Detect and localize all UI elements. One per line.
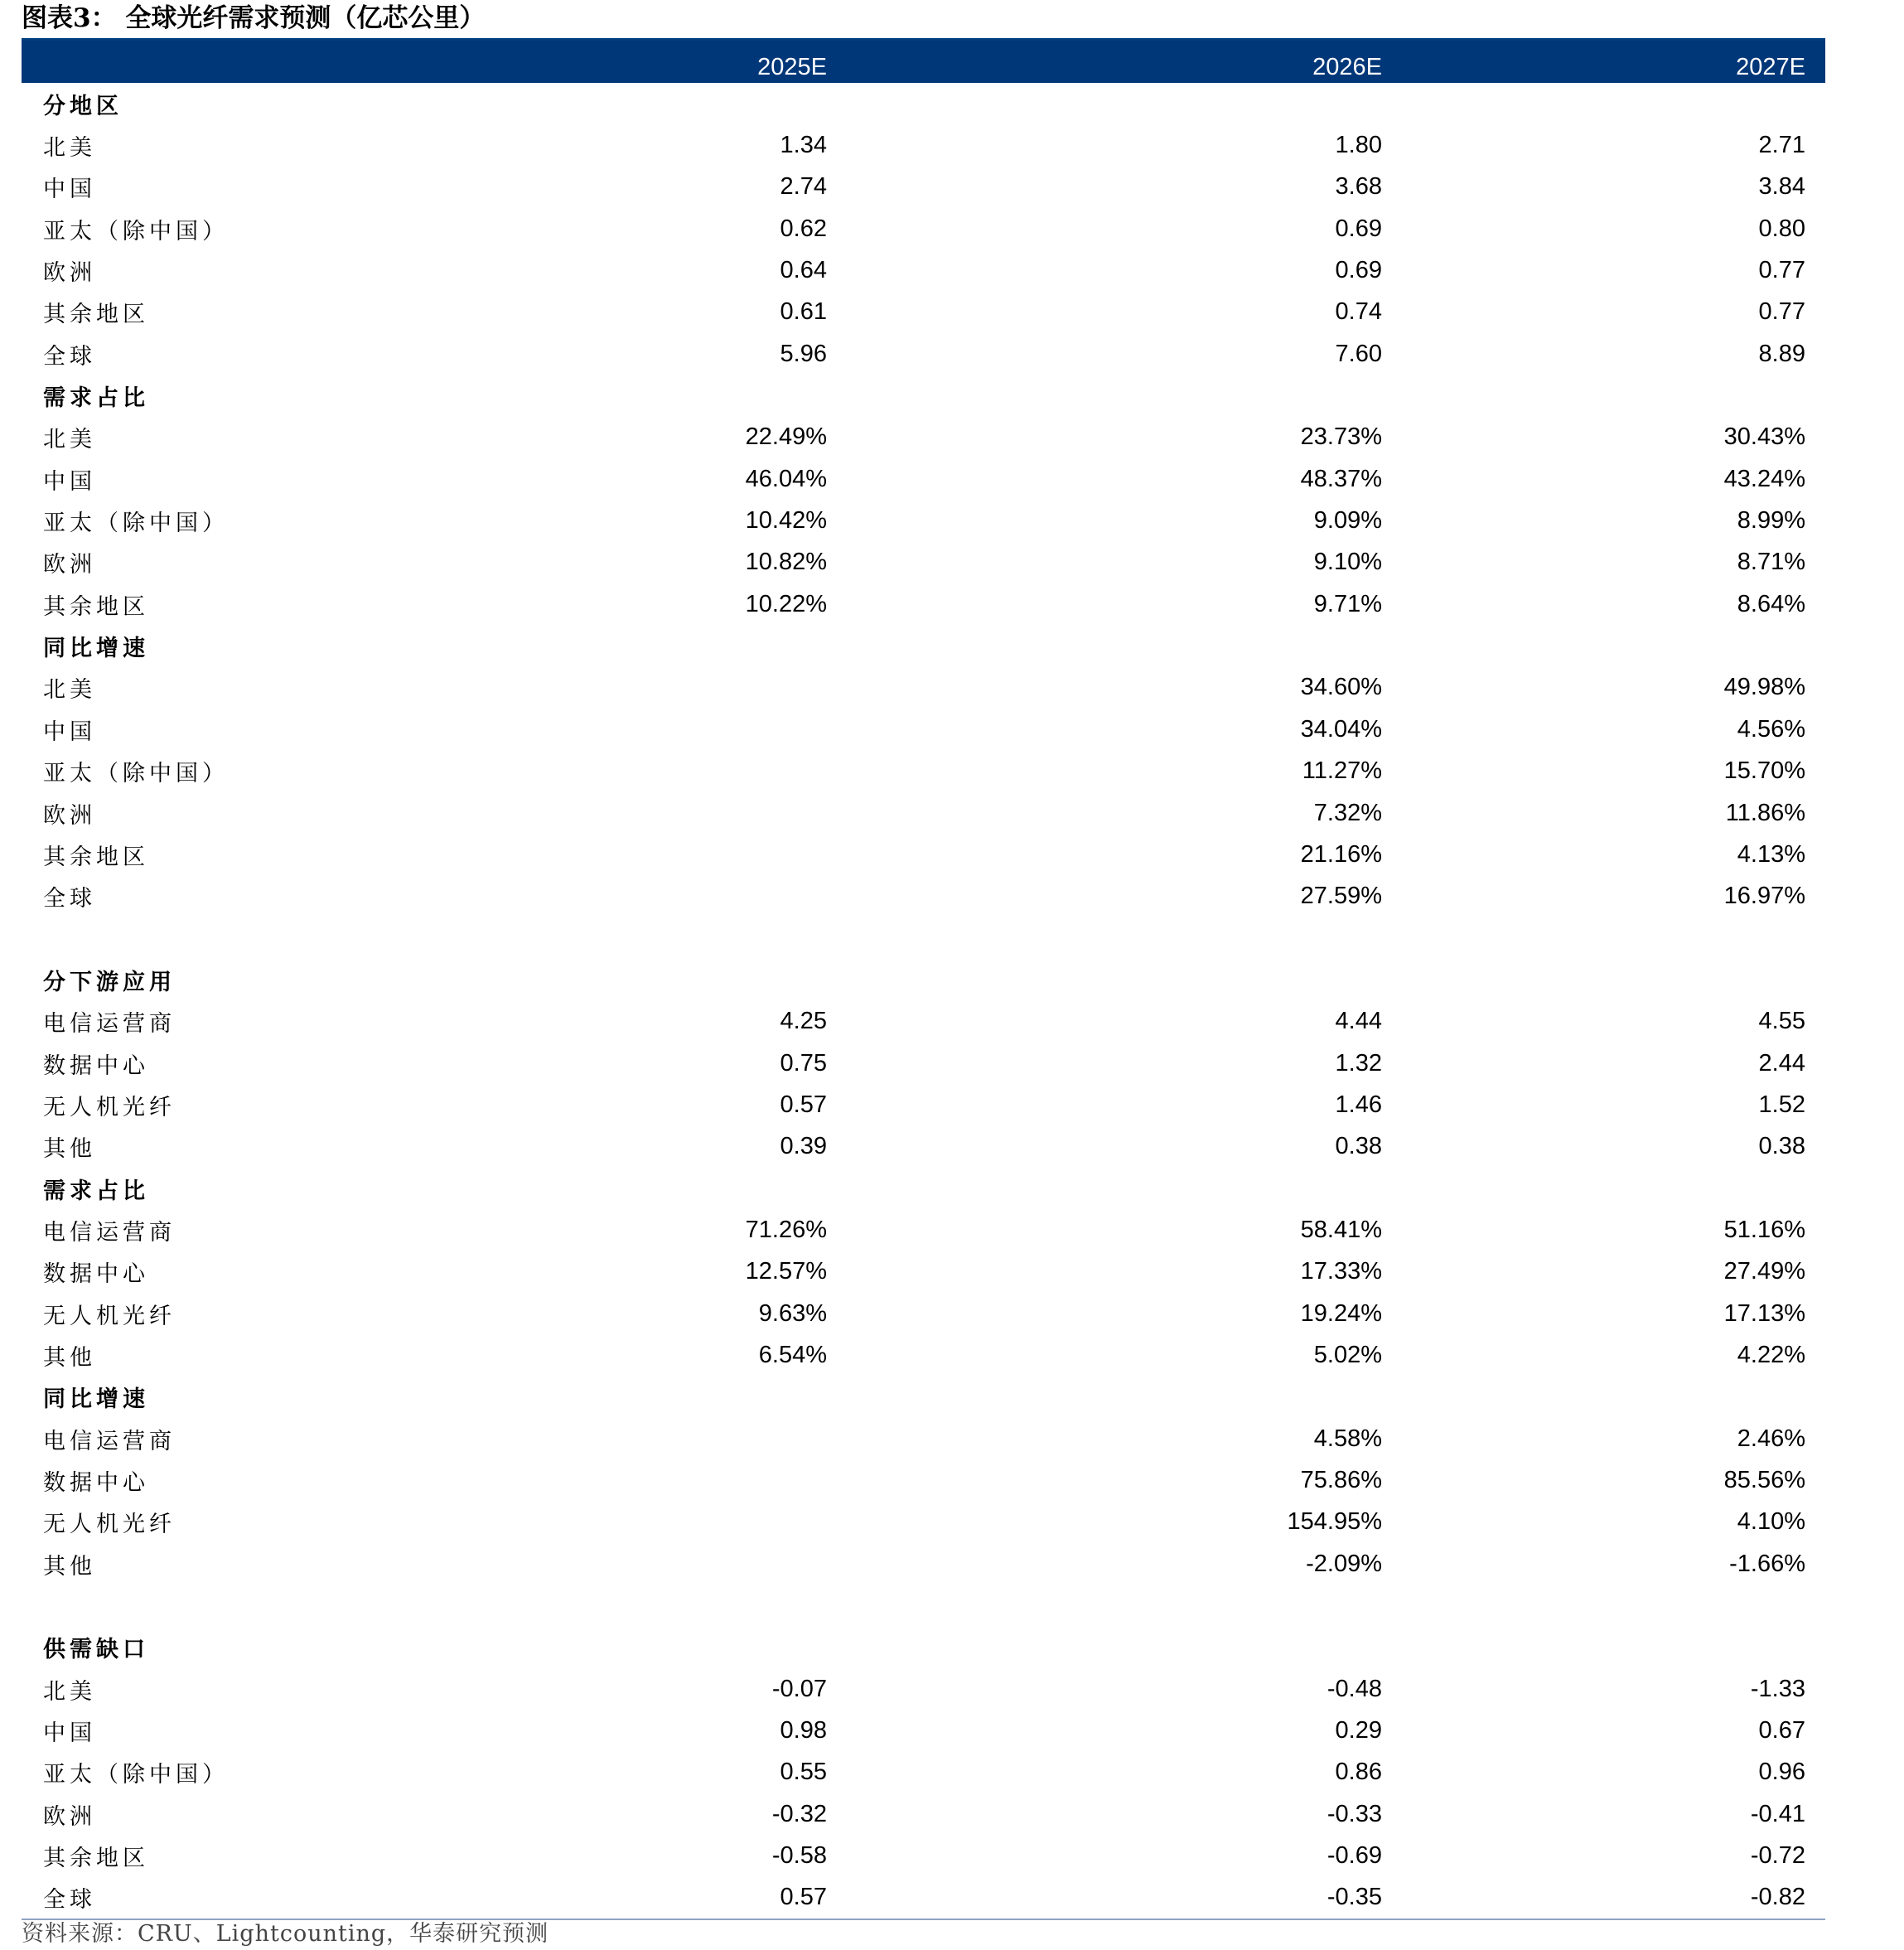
- value-cell: 22.49%: [745, 423, 827, 451]
- table-row: [22, 1209, 1825, 1251]
- value-cell: 8.99%: [1737, 507, 1805, 535]
- value-cell: 0.29: [1335, 1717, 1382, 1744]
- table-row: [22, 1877, 1825, 1919]
- value-cell: -0.35: [1327, 1884, 1382, 1911]
- row-label: 欧洲: [43, 260, 96, 287]
- value-cell: 4.58%: [1313, 1425, 1382, 1452]
- value-cell: 0.77: [1758, 257, 1805, 284]
- value-cell: 0.75: [780, 1049, 827, 1077]
- value-cell: 0.39: [780, 1133, 827, 1160]
- value-cell: 4.56%: [1737, 715, 1805, 743]
- row-label: 无人机光纤: [43, 1303, 176, 1329]
- row-label: 欧洲: [43, 552, 96, 578]
- section-row: [22, 1377, 1825, 1418]
- value-cell: 58.41%: [1300, 1216, 1382, 1243]
- value-cell: [827, 83, 1382, 124]
- value-cell: 154.95%: [1287, 1508, 1382, 1536]
- table-row: [22, 1710, 1825, 1751]
- value-cell: 71.26%: [745, 1216, 827, 1243]
- row-label: 北美: [43, 677, 96, 704]
- value-cell: [827, 917, 1382, 959]
- value-cell: 9.71%: [1313, 590, 1382, 617]
- table-row: [22, 1543, 1825, 1585]
- value-cell: -0.41: [1750, 1800, 1805, 1827]
- value-cell: 4.13%: [1737, 840, 1805, 868]
- value-cell: -1.66%: [1729, 1550, 1805, 1577]
- row-label: 其余地区: [43, 302, 149, 328]
- row-label: 中国: [43, 1720, 96, 1747]
- table-row: [22, 792, 1825, 834]
- value-cell: [827, 375, 1382, 416]
- value-cell: 51.16%: [1723, 1216, 1805, 1243]
- table-row: [22, 124, 1825, 166]
- table-row: [22, 333, 1825, 375]
- table-row: [22, 1418, 1825, 1459]
- value-cell: -0.72: [1750, 1842, 1805, 1870]
- value-cell: [611, 917, 827, 959]
- value-cell: 4.10%: [1737, 1508, 1805, 1536]
- value-cell: 85.56%: [1723, 1467, 1805, 1494]
- value-cell: [1382, 83, 1825, 124]
- value-cell: 8.71%: [1737, 549, 1805, 576]
- value-cell: 0.67: [1758, 1717, 1805, 1744]
- header-cell-2027e: 2027E: [1736, 54, 1805, 80]
- value-cell: 2.71: [1758, 132, 1805, 159]
- value-cell: 1.46: [1335, 1091, 1382, 1118]
- row-label: 无人机光纤: [43, 1094, 176, 1120]
- row-label: 其余地区: [43, 593, 149, 620]
- value-cell: 23.73%: [1300, 423, 1382, 451]
- table-row: [22, 1459, 1825, 1501]
- value-cell: [827, 625, 1382, 666]
- value-cell: 0.69: [1335, 257, 1382, 284]
- value-cell: [611, 876, 827, 917]
- section-label: 同比增速: [43, 1386, 149, 1413]
- value-cell: [1382, 1585, 1825, 1626]
- value-cell: 1.52: [1758, 1091, 1805, 1118]
- value-cell: [611, 1502, 827, 1543]
- value-cell: -2.09%: [1306, 1550, 1382, 1577]
- value-cell: 43.24%: [1723, 465, 1805, 492]
- value-cell: 0.38: [1758, 1133, 1805, 1160]
- row-label: 电信运营商: [43, 1219, 176, 1246]
- value-cell: 0.61: [780, 298, 827, 326]
- row-label: 其他: [43, 1553, 96, 1580]
- value-cell: [1382, 625, 1825, 666]
- section-label: 需求占比: [43, 1178, 149, 1204]
- value-cell: 34.60%: [1300, 674, 1382, 701]
- table-row: [22, 1334, 1825, 1376]
- value-cell: 3.84: [1758, 173, 1805, 201]
- row-label: 全球: [43, 1887, 96, 1914]
- header-cell-2025e: 2025E: [757, 54, 827, 80]
- value-cell: 9.09%: [1313, 507, 1382, 535]
- row-label: 欧洲: [43, 1803, 96, 1830]
- value-cell: [827, 1585, 1382, 1626]
- row-label: 其他: [43, 1344, 96, 1371]
- table-row: [22, 1084, 1825, 1125]
- row-label: 全球: [43, 886, 96, 912]
- value-cell: [611, 625, 827, 666]
- value-cell: [611, 1459, 827, 1501]
- value-cell: 34.04%: [1300, 715, 1382, 743]
- table-row: [22, 1502, 1825, 1543]
- row-label: [22, 1585, 611, 1626]
- row-label: 数据中心: [43, 1052, 149, 1079]
- value-cell: [827, 959, 1382, 1000]
- value-cell: 12.57%: [745, 1258, 827, 1285]
- value-cell: 1.80: [1335, 132, 1382, 159]
- value-cell: -1.33: [1750, 1675, 1805, 1702]
- value-cell: 7.60: [1335, 340, 1382, 367]
- demand-table: [22, 41, 1825, 1919]
- value-cell: 1.34: [780, 132, 827, 159]
- value-cell: -0.69: [1327, 1842, 1382, 1870]
- row-label: 无人机光纤: [43, 1512, 176, 1538]
- spacer-row: [22, 917, 1825, 959]
- value-cell: 8.64%: [1737, 590, 1805, 617]
- value-cell: [611, 1585, 827, 1626]
- value-cell: [611, 1377, 827, 1418]
- value-cell: 11.27%: [1302, 757, 1382, 785]
- table-row: [22, 709, 1825, 750]
- row-label: 亚太（除中国）: [43, 218, 229, 244]
- value-cell: [611, 751, 827, 792]
- value-cell: 0.57: [780, 1884, 827, 1911]
- value-cell: [611, 1627, 827, 1668]
- value-cell: [827, 1627, 1382, 1668]
- row-label: 中国: [43, 177, 96, 203]
- value-cell: 2.44: [1758, 1049, 1805, 1077]
- value-cell: [611, 709, 827, 750]
- value-cell: 10.82%: [745, 549, 827, 576]
- value-cell: 4.55: [1758, 1008, 1805, 1035]
- table-row: [22, 834, 1825, 875]
- value-cell: 15.70%: [1723, 757, 1805, 785]
- value-cell: 2.74: [780, 173, 827, 201]
- row-label: 全球: [43, 343, 96, 370]
- table-row: [22, 1251, 1825, 1293]
- table-body: [22, 83, 1825, 1919]
- value-cell: [611, 1543, 827, 1585]
- table-row: [22, 1793, 1825, 1835]
- row-label: 北美: [43, 427, 96, 453]
- table-row: [22, 1126, 1825, 1168]
- value-cell: [827, 1168, 1382, 1209]
- value-cell: 48.37%: [1300, 465, 1382, 492]
- value-cell: [611, 959, 827, 1000]
- value-cell: 11.86%: [1725, 799, 1805, 826]
- value-cell: 17.13%: [1723, 1299, 1805, 1327]
- value-cell: 7.32%: [1313, 799, 1382, 826]
- value-cell: 17.33%: [1300, 1258, 1382, 1285]
- value-cell: 3.68: [1335, 173, 1382, 201]
- header-row: [22, 41, 1825, 83]
- value-cell: 0.69: [1335, 215, 1382, 242]
- value-cell: 0.86: [1335, 1759, 1382, 1786]
- table-row: [22, 417, 1825, 458]
- row-label: 数据中心: [43, 1261, 149, 1288]
- row-label: 亚太（除中国）: [43, 1762, 229, 1788]
- row-label: 中国: [43, 719, 96, 745]
- table-row: [22, 292, 1825, 333]
- value-cell: 46.04%: [745, 465, 827, 492]
- table-row: [22, 667, 1825, 709]
- row-label: 中国: [43, 468, 96, 495]
- value-cell: 10.22%: [745, 590, 827, 617]
- section-row: [22, 959, 1825, 1000]
- value-cell: 0.77: [1758, 298, 1805, 326]
- value-cell: [1382, 1627, 1825, 1668]
- section-row: [22, 1168, 1825, 1209]
- source-note: 资料来源：CRU、Lightcounting，华泰研究预测: [22, 1921, 549, 1948]
- value-cell: [611, 834, 827, 875]
- header-cell-2026e: 2026E: [1312, 54, 1382, 80]
- value-cell: 21.16%: [1300, 840, 1382, 868]
- value-cell: 75.86%: [1300, 1467, 1382, 1494]
- header-cell-label: [22, 41, 611, 83]
- section-row: [22, 375, 1825, 416]
- table-row: [22, 1001, 1825, 1043]
- spacer-row: [22, 1585, 1825, 1626]
- value-cell: [611, 792, 827, 834]
- section-label: 同比增速: [43, 636, 149, 662]
- section-row: [22, 83, 1825, 124]
- section-label: 分下游应用: [43, 969, 176, 995]
- table-row: [22, 876, 1825, 917]
- value-cell: [1382, 1168, 1825, 1209]
- row-label: 其余地区: [43, 844, 149, 870]
- row-label: 数据中心: [43, 1470, 149, 1497]
- value-cell: 0.55: [780, 1759, 827, 1786]
- value-cell: 1.32: [1335, 1049, 1382, 1077]
- value-cell: 0.98: [780, 1717, 827, 1744]
- value-cell: 0.64: [780, 257, 827, 284]
- value-cell: 9.63%: [758, 1299, 827, 1327]
- value-cell: 4.25: [780, 1008, 827, 1035]
- value-cell: 2.46%: [1737, 1425, 1805, 1452]
- table-row: [22, 500, 1825, 541]
- value-cell: -0.32: [771, 1800, 827, 1827]
- table-row: [22, 458, 1825, 500]
- value-cell: -0.07: [771, 1675, 827, 1702]
- table-row: [22, 583, 1825, 625]
- value-cell: [1382, 917, 1825, 959]
- value-cell: 30.43%: [1723, 423, 1805, 451]
- value-cell: 0.38: [1335, 1133, 1382, 1160]
- document: [22, 0, 1825, 1950]
- table-title: 图表3： 全球光纤需求预测（亿芯公里）: [22, 3, 486, 33]
- value-cell: -0.48: [1327, 1675, 1382, 1702]
- value-cell: [1382, 1377, 1825, 1418]
- value-cell: [611, 1168, 827, 1209]
- section-label: 分地区: [43, 93, 123, 119]
- value-cell: 5.96: [780, 340, 827, 367]
- table-row: [22, 1043, 1825, 1084]
- row-label: 亚太（除中国）: [43, 510, 229, 537]
- value-cell: [611, 375, 827, 416]
- value-cell: 8.89: [1758, 340, 1805, 367]
- row-label: 北美: [43, 1678, 96, 1705]
- table-row: [22, 542, 1825, 583]
- value-cell: [827, 1377, 1382, 1418]
- section-label: 需求占比: [43, 385, 149, 412]
- value-cell: 49.98%: [1723, 674, 1805, 701]
- row-label: 电信运营商: [43, 1011, 176, 1038]
- row-label: 其余地区: [43, 1846, 149, 1872]
- table-row: [22, 1293, 1825, 1334]
- value-cell: 4.22%: [1737, 1341, 1805, 1368]
- value-cell: 0.80: [1758, 215, 1805, 242]
- table-row: [22, 1752, 1825, 1793]
- value-cell: [611, 1418, 827, 1459]
- value-cell: 19.24%: [1300, 1299, 1382, 1327]
- row-label: 电信运营商: [43, 1428, 176, 1454]
- value-cell: 10.42%: [745, 507, 827, 535]
- value-cell: 0.74: [1335, 298, 1382, 326]
- section-row: [22, 1627, 1825, 1668]
- value-cell: -0.82: [1750, 1884, 1805, 1911]
- value-cell: 0.62: [780, 215, 827, 242]
- table-row: [22, 751, 1825, 792]
- value-cell: 16.97%: [1723, 883, 1805, 910]
- value-cell: 27.59%: [1300, 883, 1382, 910]
- value-cell: [611, 83, 827, 124]
- value-cell: 5.02%: [1313, 1341, 1382, 1368]
- value-cell: 0.57: [780, 1091, 827, 1118]
- section-row: [22, 625, 1825, 666]
- value-cell: [611, 667, 827, 709]
- row-label: 欧洲: [43, 802, 96, 829]
- table-row: [22, 249, 1825, 291]
- value-cell: [1382, 959, 1825, 1000]
- row-label: [22, 917, 611, 959]
- section-label: 供需缺口: [43, 1637, 149, 1663]
- value-cell: -0.58: [771, 1842, 827, 1870]
- row-label: 亚太（除中国）: [43, 761, 229, 787]
- table-row: [22, 1668, 1825, 1710]
- value-cell: -0.33: [1327, 1800, 1382, 1827]
- table-row: [22, 167, 1825, 208]
- value-cell: 6.54%: [758, 1341, 827, 1368]
- row-label: 其他: [43, 1136, 96, 1163]
- value-cell: 27.49%: [1723, 1258, 1805, 1285]
- value-cell: 4.44: [1335, 1008, 1382, 1035]
- value-cell: [1382, 375, 1825, 416]
- value-cell: 9.10%: [1313, 549, 1382, 576]
- row-label: 北美: [43, 135, 96, 162]
- table-row: [22, 1835, 1825, 1876]
- table-row: [22, 208, 1825, 249]
- value-cell: 0.96: [1758, 1759, 1805, 1786]
